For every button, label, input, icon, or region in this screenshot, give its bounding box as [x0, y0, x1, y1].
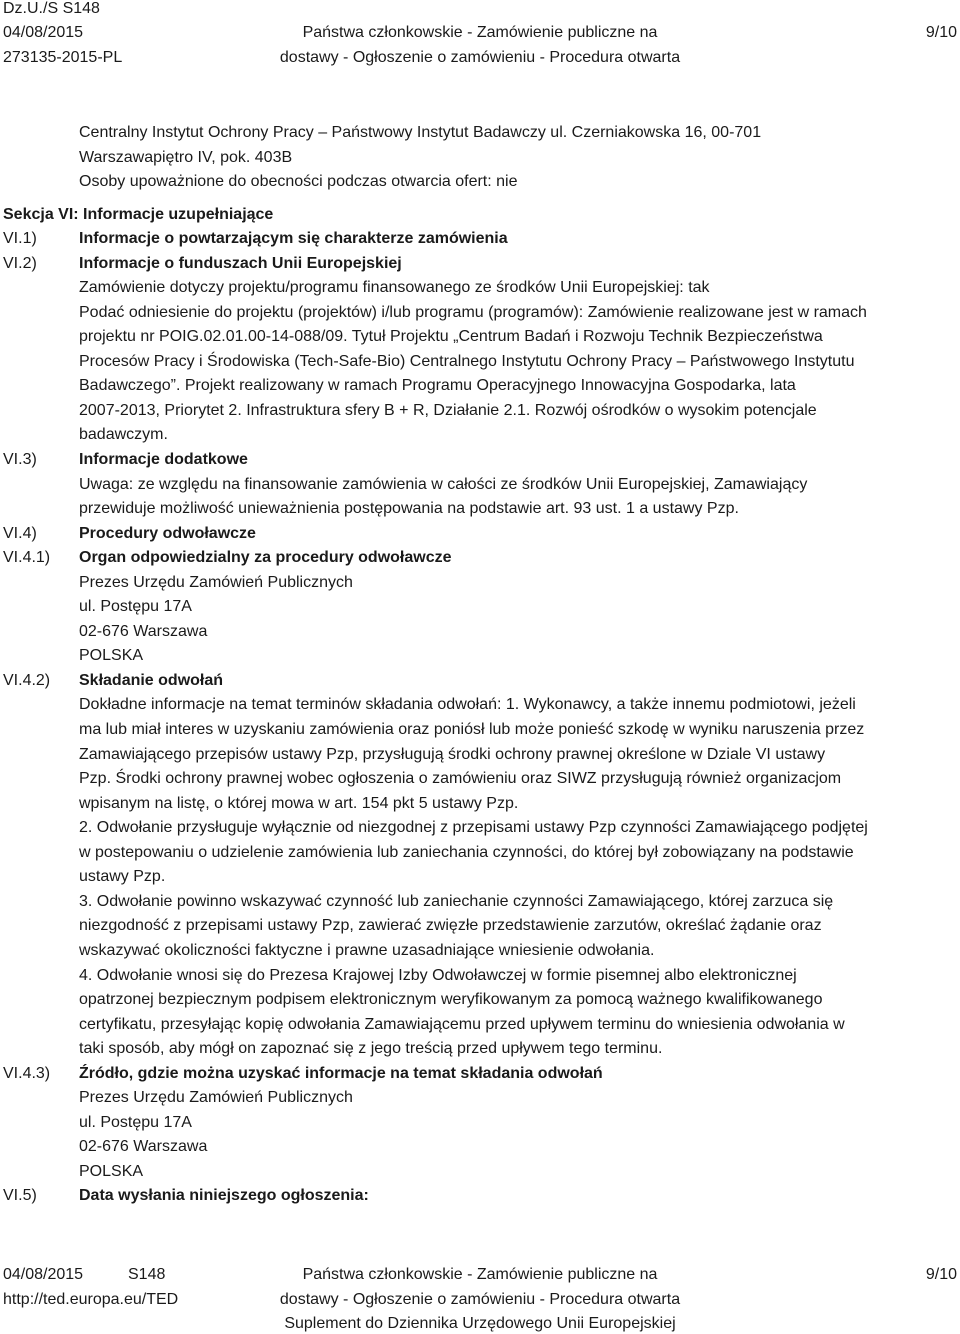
body-row — [0, 301, 960, 326]
journal-ref: Dz.U./S S148 — [3, 0, 100, 17]
body-text: 4. Odwołanie wnosi się do Prezesa Krajowej Izby Odwoławczej w formie pisemnej albo elektronicznej — [79, 966, 797, 984]
body-row — [0, 497, 960, 522]
body-text: Zamówienie dotyczy projektu/programu finansowanego ze środków Unii Europejskiej: tak — [79, 279, 710, 297]
subsection-heading: Organ odpowiedzialny za procedury odwoławcze — [79, 549, 452, 567]
header-title-line1: Państwa członkowskie - Zamówienie publiczne na — [302, 24, 658, 41]
body-text: taki sposób, aby mógł on zapoznać się z jego treścią przed upływem tego terminu. — [79, 1040, 663, 1058]
body-row — [0, 964, 960, 989]
body-text: ma lub miał interes w uzyskaniu zamówienia oraz poniósł lub może ponieść szkodę w wyniku naruszenia przez — [79, 721, 865, 738]
body-row — [0, 1160, 960, 1185]
footer-url: http://ted.europa.eu/TED — [3, 1291, 179, 1308]
header-date: 04/08/2015 — [3, 24, 84, 41]
subsection-heading: Data wysłania niniejszego ogłoszenia: — [79, 1187, 369, 1205]
body-text: Pzp. Środki ochrony prawnej wobec ogłoszenia o zamówieniu oraz SIWZ przysługują również organizacjom — [79, 770, 842, 788]
header-title-line2: dostawy - Ogłoszenie o zamówieniu - Procedura otwarta — [279, 49, 681, 66]
footer-title-line1: Państwa członkowskie - Zamówienie publiczne na — [302, 1266, 658, 1283]
body-text: ul. Postępu 17A — [79, 1113, 192, 1131]
subsection-heading: Informacje o funduszach Unii Europejskiej — [79, 254, 402, 272]
footer-issue: S148 — [128, 1266, 166, 1283]
body-row — [0, 423, 960, 448]
body-row — [0, 325, 960, 350]
body-row — [0, 644, 960, 669]
body-row — [0, 865, 960, 890]
body-row — [0, 816, 960, 841]
body-row — [0, 227, 960, 252]
body-text: projektu nr POIG.02.01.00-14-088/09. Tytuł Projektu „Centrum Badań i Rozwoju Technik Bezpieczeństwa — [79, 328, 823, 346]
body-text: przewiduje możliwość unieważnienia postępowania na podstawie art. 93 ust. 1 a ustawy Pzp. — [79, 500, 739, 518]
subsection-heading: Informacje dodatkowe — [79, 450, 248, 468]
body-text: Zamawiającego przepisów ustawy Pzp, przysługują środki ochrony prawnej określone w Dziale VI ustawy — [79, 745, 826, 763]
body-row — [0, 546, 960, 571]
body-text: certyfikatu, przesyłając kopię odwołania Zamawiającemu przed upływem terminu do wniesienia odwołania w — [79, 1015, 845, 1033]
body-text: w postepowaniu o udzielenie zamówienia lub zaniechania czynności, do której był zobowiązany na podstawie — [79, 843, 854, 861]
body-row — [0, 571, 960, 596]
body-text: Procesów Pracy i Środowiska (Tech-Safe-Bio) Centralnego Instytutu Ochrony Pracy – Państwowego Instytutu — [79, 352, 855, 370]
section-number: VI.5) — [3, 1187, 37, 1205]
footer-page-number: 9/10 — [925, 1266, 957, 1283]
body-text: badawczym. — [79, 426, 168, 444]
body-row — [0, 890, 960, 915]
body-text: ustawy Pzp. — [79, 868, 166, 886]
body-row — [0, 693, 960, 718]
body-row — [0, 1184, 960, 1209]
section-number: VI.1) — [3, 230, 37, 247]
body-row — [0, 473, 960, 498]
body-text: POLSKA — [79, 1162, 144, 1180]
body-row — [0, 1062, 960, 1087]
section-number: VI.4.1) — [3, 549, 51, 567]
body-row — [0, 988, 960, 1013]
body-row — [0, 595, 960, 620]
body-text: Podać odniesienie do projektu (projektów) i/lub programu (programów): Zamówienie realizowane jest w ramach — [79, 303, 867, 321]
section-number: VI.4.2) — [3, 671, 51, 689]
subsection-heading: Składanie odwołań — [79, 671, 224, 689]
body-text: wskazywać okoliczności faktyczne i prawne uzasadniające wniesienie odwołania. — [79, 941, 655, 959]
body-text: ul. Postępu 17A — [79, 598, 192, 616]
body-text: Badawczego”. Projekt realizowany w ramach Programu Operacyjnego Innowacyjna Gospodarka, lata — [79, 377, 796, 395]
body-row — [0, 1013, 960, 1038]
body-row — [0, 914, 960, 939]
body-row — [0, 1086, 960, 1111]
body-row — [0, 276, 960, 301]
footer-title-line3: Suplement do Dziennika Urzędowego Unii Europejskiej — [284, 1315, 676, 1332]
body-text: 02-676 Warszawa — [79, 1138, 208, 1156]
body-row — [0, 448, 960, 473]
body-row — [0, 1135, 960, 1160]
body-row — [0, 743, 960, 768]
body-text: Dokładne informacje na temat terminów składania odwołań: 1. Wykonawcy, a także innemu podmiotowi, jeżeli — [79, 696, 856, 714]
body-row — [0, 399, 960, 424]
body-row — [0, 1037, 960, 1062]
header-page-number: 9/10 — [925, 24, 957, 41]
body-row — [0, 841, 960, 866]
section-number: VI.4) — [3, 524, 37, 542]
body-text: 02-676 Warszawa — [79, 622, 208, 640]
intro-line: Osoby upoważnione do obecności podczas otwarcia ofert: nie — [79, 173, 518, 190]
footer-date: 04/08/2015 — [3, 1266, 84, 1283]
body-row — [0, 350, 960, 375]
body-row — [0, 1111, 960, 1136]
body-text: Uwaga: ze względu na finansowanie zamówienia w całości ze środków Unii Europejskiej, Zamawiający — [79, 475, 808, 493]
subsection-heading: Procedury odwoławcze — [79, 524, 256, 542]
body-text: Prezes Urzędu Zamówień Publicznych — [79, 573, 353, 591]
body-text: POLSKA — [79, 647, 144, 665]
body-text: 2. Odwołanie przysługuje wyłącznie od niezgodnej z przepisami ustawy Pzp czynności Zamawiającego podjętej — [79, 819, 868, 837]
body-row — [0, 669, 960, 694]
section-number: VI.2) — [3, 254, 37, 272]
subsection-heading: Informacje o powtarzającym się charakterze zamówienia — [79, 230, 508, 247]
body-row — [0, 374, 960, 399]
body-text: Prezes Urzędu Zamówień Publicznych — [79, 1089, 353, 1107]
body-text: 3. Odwołanie powinno wskazywać czynność lub zaniechanie czynności Zamawiającego, której zarzuca się — [79, 892, 834, 910]
subsection-heading: Źródło, gdzie można uzyskać informacje na temat składania odwołań — [79, 1064, 603, 1082]
footer-title-line2: dostawy - Ogłoszenie o zamówieniu - Procedura otwarta — [279, 1291, 681, 1308]
body-text: niezgodność z przepisami ustawy Pzp, zawierać zwięzłe przedstawienie zarzutów, określać żądanie oraz — [79, 917, 822, 935]
body-row — [0, 939, 960, 964]
body-row — [0, 718, 960, 743]
intro-line: Warszawapiętro IV, pok. 403B — [79, 149, 293, 166]
body-row — [0, 767, 960, 792]
intro-line: Centralny Instytut Ochrony Pracy – Państwowy Instytut Badawczy ul. Czerniakowska 16, 00-701 — [79, 124, 762, 141]
body-row — [0, 252, 960, 277]
body-row — [0, 620, 960, 645]
body-text: 2007-2013, Priorytet 2. Infrastruktura sfery B + R, Działanie 2.1. Rozwój ośrodków o wysokim potencjale — [79, 401, 817, 419]
body-row — [0, 792, 960, 817]
section-number: VI.3) — [3, 450, 37, 468]
section-number: VI.4.3) — [3, 1064, 51, 1082]
document-id: 273135-2015-PL — [3, 49, 123, 66]
section-title: Sekcja VI: Informacje uzupełniające — [3, 206, 274, 223]
body-text: wpisanym na listę, o której mowa w art. 154 pkt 5 ustawy Pzp. — [79, 794, 519, 812]
body-row — [0, 522, 960, 547]
body-text: opatrzonej bezpiecznym podpisem elektronicznym weryfikowanym za pomocą ważnego kwalifikowanego — [79, 991, 823, 1009]
